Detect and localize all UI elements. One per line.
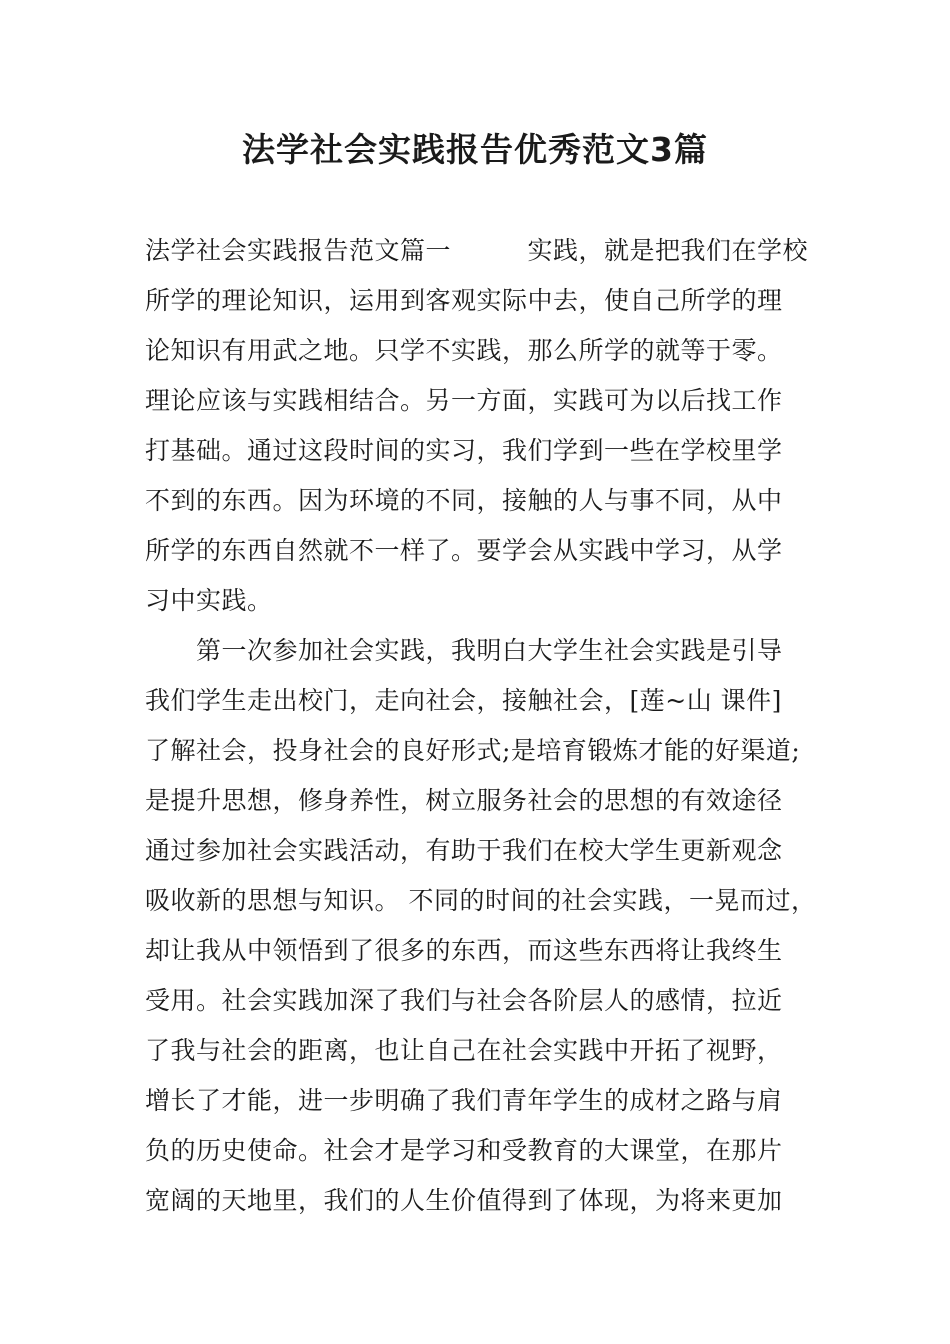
body-line: 是提升思想，修身养性，树立服务社会的思想的有效途径 [145,786,783,815]
body-line: 却让我从中领悟到了很多的东西，而这些东西将让我终生 [145,936,783,965]
body-line: 宽阔的天地里，我们的人生价值得到了体现，为将来更加 [145,1186,783,1215]
body-line: 理论应该与实践相结合。另一方面，实践可为以后找工作 [145,386,783,415]
document-title: 法学社会实践报告优秀范文3篇 [242,130,708,169]
body-line: 了解社会，投身社会的良好形式;是培育锻炼才能的好渠道; [145,736,801,765]
body-line: 增长了才能，进一步明确了我们青年学生的成材之路与肩 [145,1086,783,1115]
body-line: 法学社会实践报告范文篇一 实践，就是把我们在学校 [145,236,809,265]
body-line: 通过参加社会实践活动，有助于我们在校大学生更新观念 [145,836,783,865]
body-line: 打基础。通过这段时间的实习，我们学到一些在学校里学 [145,436,783,465]
document-body [145,226,825,1226]
body-line: 负的历史使命。社会才是学习和受教育的大课堂，在那片 [145,1136,783,1165]
body-line: 所学的东西自然就不一样了。要学会从实践中学习，从学 [145,536,783,565]
body-line: 习中实践。 [145,586,273,615]
body-line: 所学的理论知识，运用到客观实际中去，使自己所学的理 [145,286,783,315]
body-line: 受用。社会实践加深了我们与社会各阶层人的感情，拉近 [145,986,783,1015]
body-line: 了我与社会的距离，也让自己在社会实践中开拓了视野， [145,1036,783,1065]
body-line: 吸收新的思想与知识。 不同的时间的社会实践，一晃而过， [145,886,817,915]
body-line: 第一次参加社会实践，我明白大学生社会实践是引导 [145,636,783,665]
body-line: 论知识有用武之地。只学不实践，那么所学的就等于零。 [145,336,783,365]
body-line: 我们学生走出校门，走向社会，接触社会，[莲~山 课件] [145,686,782,715]
body-line: 不到的东西。因为环境的不同，接触的人与事不同，从中 [145,486,783,515]
